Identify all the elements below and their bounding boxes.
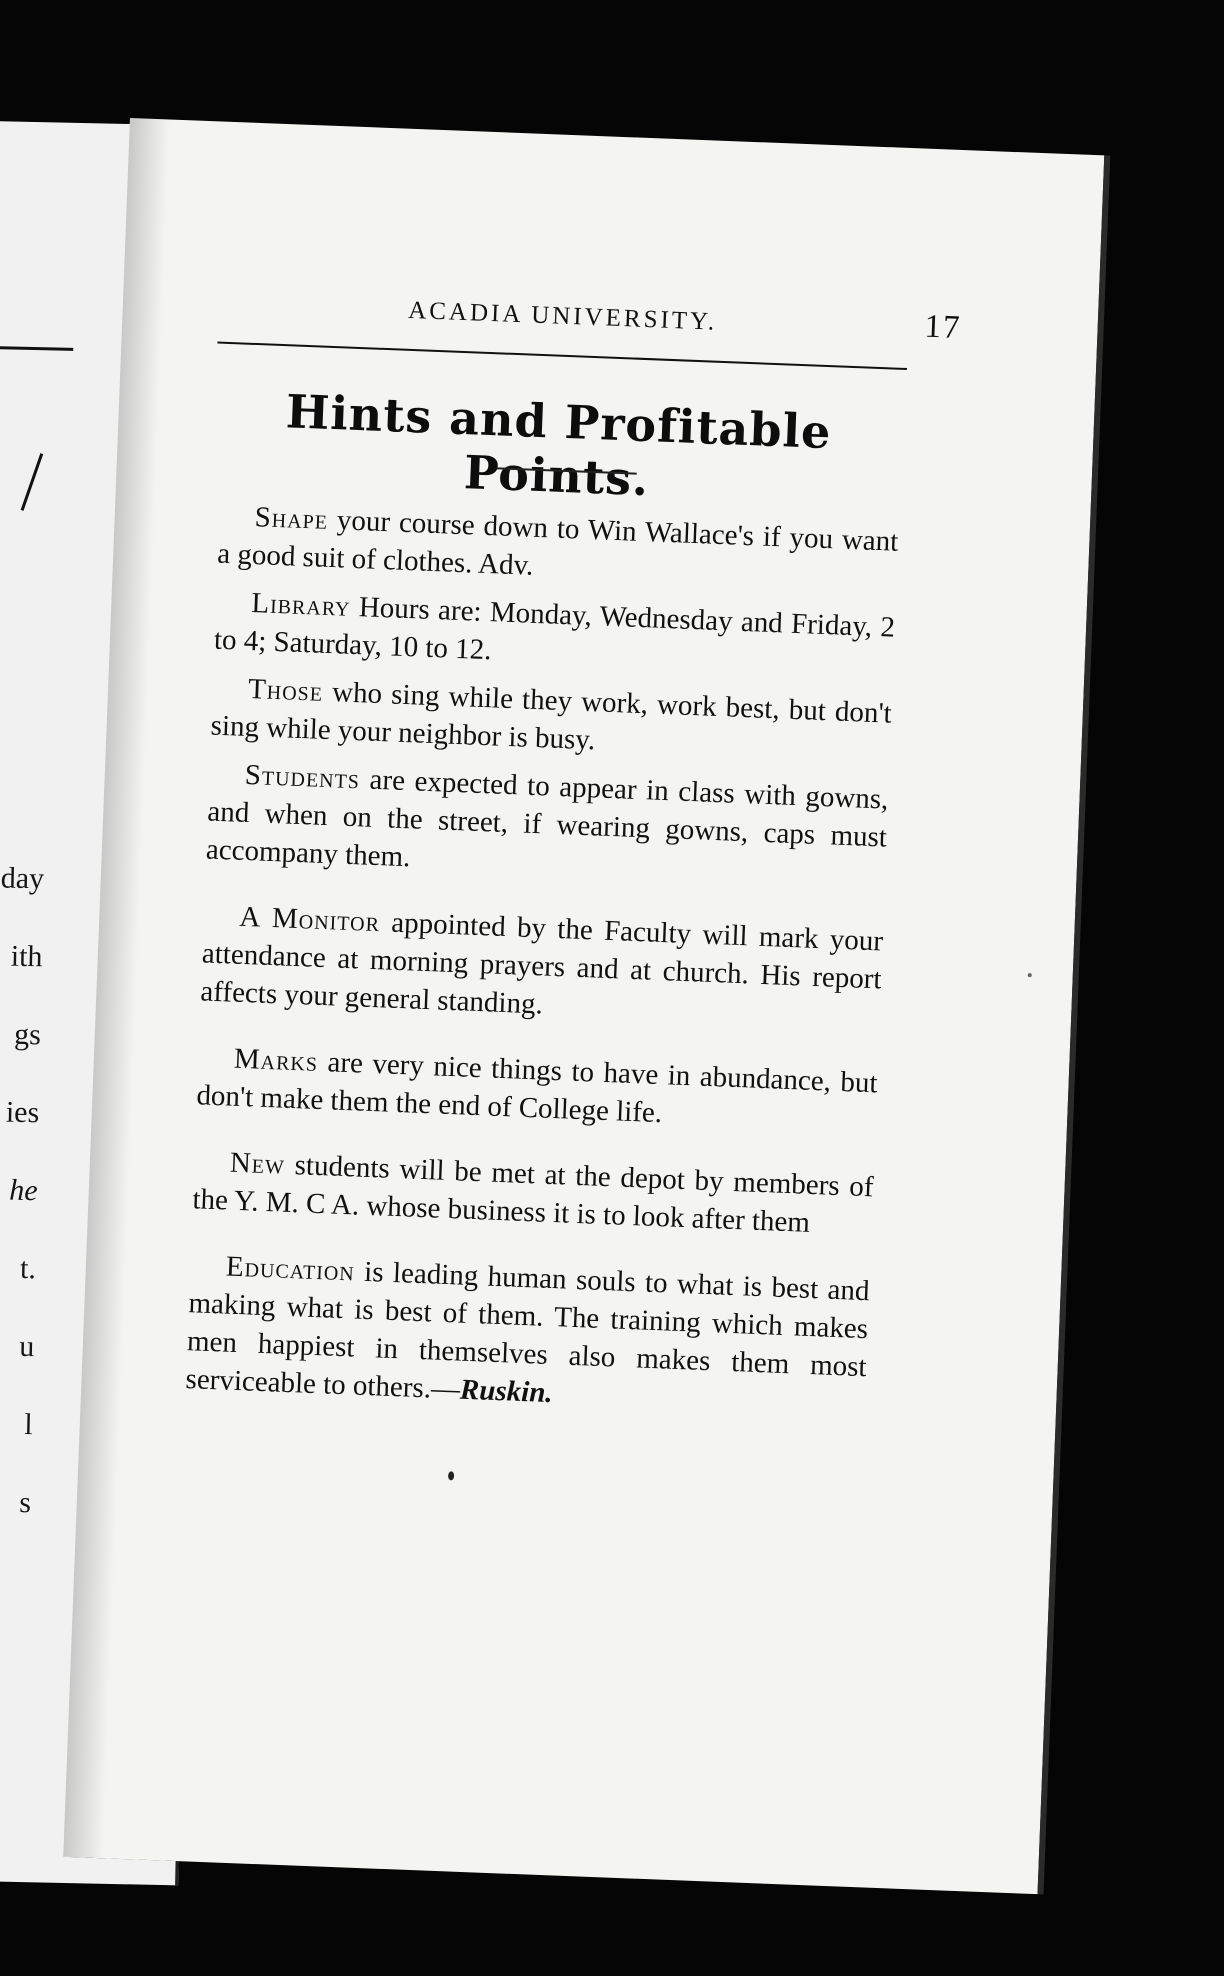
paragraph-lead: Shape	[254, 501, 329, 536]
paragraph-lead: A Monitor	[238, 900, 381, 939]
paragraph	[210, 669, 892, 771]
paragraph	[217, 497, 899, 599]
left-fragment: s	[19, 1485, 32, 1520]
running-title: ACADIA UNIVERSITY.	[407, 296, 718, 336]
quote-attribution: Ruskin.	[459, 1373, 554, 1410]
paragraph-text: appointed by the Faculty will mark your attendance at morning prayers and at church. His report affects your general standing.	[199, 906, 884, 1021]
left-page-text-fragments	[0, 860, 44, 1564]
left-fragment: t.	[19, 1251, 37, 1286]
paragraph-lead: Students	[244, 758, 361, 796]
left-fragment: l	[24, 1408, 34, 1442]
paragraph	[196, 1038, 878, 1140]
paragraph-lead: Education	[225, 1250, 356, 1288]
page-edge	[1037, 155, 1110, 1894]
paragraph	[185, 1246, 870, 1424]
left-fragment: day	[0, 861, 45, 896]
paragraph-text: who sing while they work, work best, but don't sing while your neighbor is busy.	[210, 676, 893, 757]
paragraph-text: students will be met at the depot by members of the Y. M. C A. whose business it is to look after them	[191, 1149, 875, 1239]
page-number: 17	[923, 308, 963, 347]
paragraph-text: is leading human souls to what is best and making what is best of them. The training which makes men happiest in themselves also makes them most serviceable to others.—	[185, 1255, 871, 1406]
ink-speck	[1028, 973, 1032, 977]
paragraph-lead: Library	[250, 587, 352, 623]
paragraph-text: are expected to appear in class with gowns, and when on the street, if wearing gowns, caps must accompany them.	[205, 763, 890, 874]
paragraph-lead: Those	[247, 672, 324, 708]
section-title: Hints and Profitable Points.	[284, 384, 833, 507]
paragraph-lead: Marks	[233, 1042, 319, 1078]
paragraph	[200, 896, 884, 1036]
left-fragment: he	[8, 1173, 38, 1208]
paragraph	[192, 1142, 874, 1244]
paragraph-text: Hours are: Monday, Wednesday and Friday, 2 to 4; Saturday, 10 to 12.	[213, 591, 896, 667]
left-fragment: gs	[13, 1017, 42, 1052]
left-fragment: u	[18, 1329, 35, 1364]
paragraph-text: your course down to Win Wallace's if you want a good suit of clothes. Adv.	[216, 504, 899, 582]
paragraph	[213, 583, 895, 685]
left-fragment: ies	[5, 1095, 40, 1130]
left-page-rule	[0, 345, 73, 351]
ink-speck	[448, 1471, 454, 1480]
left-page-mark	[21, 453, 44, 511]
paragraph-list	[185, 497, 900, 1434]
book-page	[63, 118, 1104, 1894]
paragraph-text: are very nice things to have in abundance, but don't make them the end of College life.	[195, 1046, 879, 1130]
paragraph	[205, 755, 889, 895]
paragraph-lead: New	[229, 1146, 286, 1181]
left-fragment: ith	[10, 939, 43, 974]
